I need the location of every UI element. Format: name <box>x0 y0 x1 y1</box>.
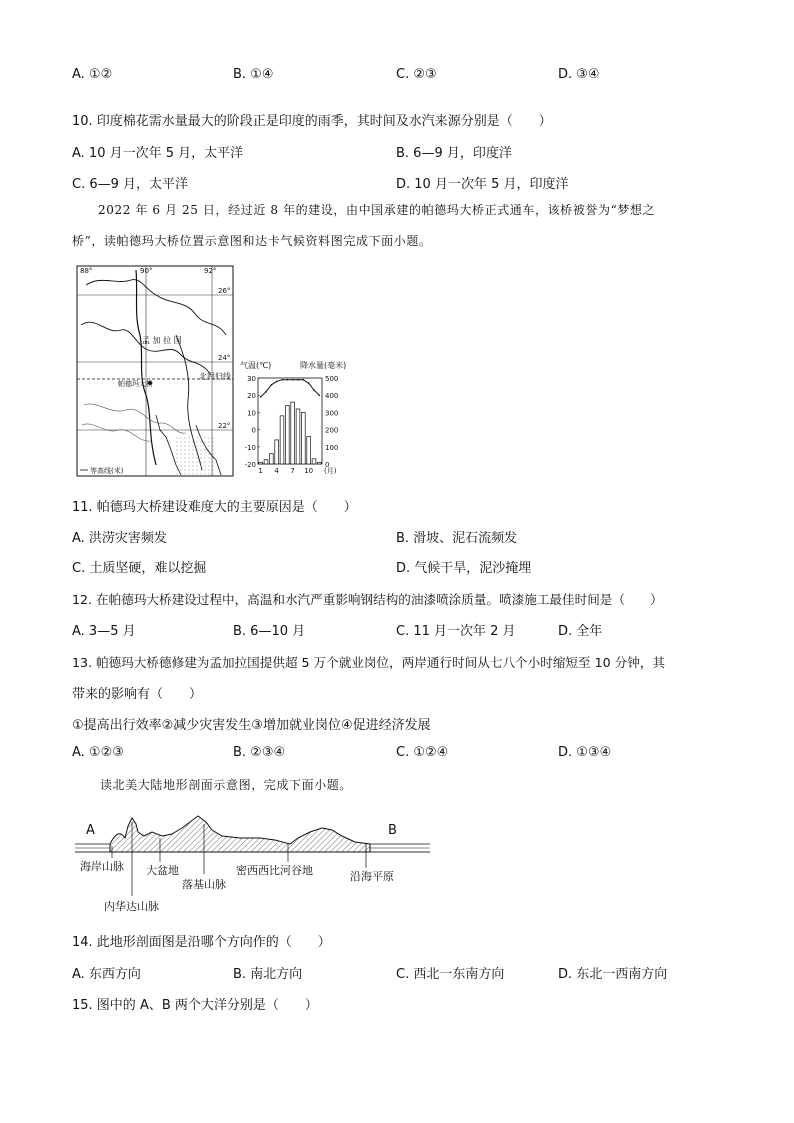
q14-option-c: C. 西北一东南方向 <box>396 967 505 982</box>
chart-ylabel: 气温(℃) <box>240 361 272 370</box>
chart-temperature-point <box>287 379 289 381</box>
chart-temperature-point <box>303 379 305 381</box>
chart-bar <box>275 440 279 464</box>
map-lon-88: 88° <box>80 267 93 275</box>
q12-option-a: A. 3—5 月 <box>72 624 136 639</box>
profile-label-rocky: 落基山脉 <box>182 878 226 891</box>
chart-ytick-right: 400 <box>325 392 339 401</box>
q13-option-d: D. ①③④ <box>558 745 612 760</box>
q14-option-d: D. 东北一西南方向 <box>558 967 668 982</box>
map-bridge-label: 帕德玛大桥 <box>118 380 153 388</box>
map-lat-24: 24° <box>218 354 231 362</box>
q10-option-b: B. 6—9 月，印度洋 <box>396 146 512 161</box>
chart-ytick-left: 30 <box>247 375 256 383</box>
chart-bar <box>259 462 263 464</box>
chart-temperature-point <box>260 396 262 398</box>
q10-stem: 10. 印度棉花需水量最大的阶段正是印度的雨季，其时间及水汽来源分别是（ ） <box>72 114 552 129</box>
q14-option-a: A. 东西方向 <box>72 967 141 982</box>
chart-ytick-left: 10 <box>247 409 256 418</box>
q12-option-d: D. 全年 <box>558 624 603 639</box>
profile-point-a: A <box>86 823 95 838</box>
map-country-label: 孟 加 拉 国 <box>142 336 182 345</box>
chart-temperature-point <box>281 379 283 381</box>
chart-temperature-point <box>265 391 267 393</box>
chart-ytick-right: 300 <box>325 409 339 418</box>
profile-label-great-basin: 大盆地 <box>146 864 179 877</box>
chart-bar <box>301 412 305 464</box>
intro2: 读北美大陆地形剖面示意图，完成下面小题。 <box>100 778 353 792</box>
intro1-line2: 桥”，读帕德玛大桥位置示意图和达卡气候资料图完成下面小题。 <box>72 234 432 248</box>
chart-ytick-right: 0 <box>325 461 330 469</box>
chart-ytick-left: 0 <box>251 426 256 435</box>
chart-ytick-left: -20 <box>244 461 256 469</box>
chart-xtick: (月) <box>324 467 337 475</box>
q10-option-d: D. 10 月一次年 5 月，印度洋 <box>396 177 569 192</box>
chart-ytick-right: 200 <box>325 426 339 435</box>
chart-ytick-right: 100 <box>325 443 339 452</box>
chart-xtick: 1 <box>258 467 263 475</box>
chart-ytick-left: 20 <box>247 392 256 401</box>
chart-temperature-point <box>319 394 321 396</box>
map-lon-92: 92° <box>204 267 217 275</box>
chart-bar <box>312 459 316 464</box>
chart-xtick: 4 <box>274 467 279 475</box>
profile-label-coast-range: 海岸山脉 <box>80 860 124 873</box>
chart-temperature-point <box>297 379 299 381</box>
q13-option-b: B. ②③④ <box>233 745 286 760</box>
chart-ytick-right: 500 <box>325 375 339 383</box>
profile-label-sierra-nevada: 内华达山脉 <box>104 900 159 913</box>
chart-temperature-point <box>271 384 273 386</box>
q10-option-a: A. 10 月一次年 5 月，太平洋 <box>72 146 244 161</box>
chart-ytick-left: -10 <box>244 443 256 452</box>
padma-bridge-location-map <box>76 265 236 477</box>
q14-option-b: B. 南北方向 <box>233 967 303 982</box>
q13-option-c: C. ①②④ <box>396 745 449 760</box>
q10-option-c: C. 6—9 月，太平洋 <box>72 177 189 192</box>
q11-option-d: D. 气候干旱，泥沙掩埋 <box>396 561 532 576</box>
profile-label-coastal-plain: 沿海平原 <box>350 870 394 883</box>
q13-stem-line1: 13. 帕德玛大桥德修建为孟加拉国提供超 5 万个就业岗位，两岸通行时间从七八个小时缩短至 10 分钟，其 <box>72 655 666 670</box>
q15-stem: 15. 图中的 A、B 两个大洋分别是（ ） <box>72 998 318 1013</box>
chart-frame <box>258 378 322 464</box>
q11-stem: 11. 帕德玛大桥建设难度大的主要原因是（ ） <box>72 500 357 515</box>
chart-bar <box>264 460 268 464</box>
profile-label-mississippi: 密西西比河谷地 <box>236 864 313 877</box>
chart-temperature-point <box>292 379 294 381</box>
q12-option-b: B. 6—10 月 <box>233 624 306 639</box>
q9-option-c: C. ②③ <box>396 67 437 82</box>
q13-stem-line2: 带来的影响有（ ） <box>72 687 203 702</box>
q12-option-c: C. 11 月一次年 2 月 <box>396 624 516 639</box>
chart-temperature-line <box>261 380 320 397</box>
q13-option-a: A. ①②③ <box>72 745 124 760</box>
q12-stem: 12. 在帕德玛大桥建设过程中，高温和水汽严重影响钢结构的油漆喷涂质量。喷漆施工最佳时间是（ ） <box>72 592 663 607</box>
chart-xtick: 7 <box>290 467 295 475</box>
north-america-profile <box>70 812 440 916</box>
map-lat-22: 22° <box>218 422 231 430</box>
chart-xtick: 10 <box>304 467 314 475</box>
q11-option-c: C. 土质坚硬，难以挖掘 <box>72 561 207 576</box>
q9-option-b: B. ①④ <box>233 67 274 82</box>
q13-choices: ①提高出行效率②减少灾害发生③增加就业岗位④促进经济发展 <box>72 718 431 733</box>
q9-option-a: A. ①② <box>72 67 113 82</box>
chart-bar <box>285 406 289 464</box>
chart-bar <box>317 462 321 464</box>
q11-option-a: A. 洪涝灾害频发 <box>72 531 167 546</box>
dhaka-climate-chart <box>238 358 360 476</box>
chart-bar <box>280 416 284 464</box>
map-lat-26: 26° <box>218 287 231 295</box>
chart-temperature-point <box>313 389 315 391</box>
q14-stem: 14. 此地形剖面图是沿哪个方向作的（ ） <box>72 935 331 950</box>
map-tropic-label: 北回归线 <box>199 372 231 381</box>
map-legend-label: 等高线(米) <box>90 467 124 475</box>
chart-bar <box>296 409 300 464</box>
q11-option-b: B. 滑坡、泥石流频发 <box>396 531 518 546</box>
intro1-line1: 2022 年 6 月 25 日，经过近 8 年的建设，由中国承建的帕德玛大桥正式通车，该桥被誉为“梦想之 <box>98 203 656 217</box>
chart-y2label: 降水量(毫米) <box>300 361 347 370</box>
chart-temperature-point <box>276 381 278 383</box>
q9-option-d: D. ③④ <box>558 67 600 82</box>
chart-bar <box>291 402 295 464</box>
chart-temperature-point <box>308 382 310 384</box>
map-lon-90: 90° <box>140 267 153 275</box>
profile-point-b: B <box>388 823 397 838</box>
chart-bar <box>307 436 311 464</box>
chart-bar <box>269 454 273 464</box>
